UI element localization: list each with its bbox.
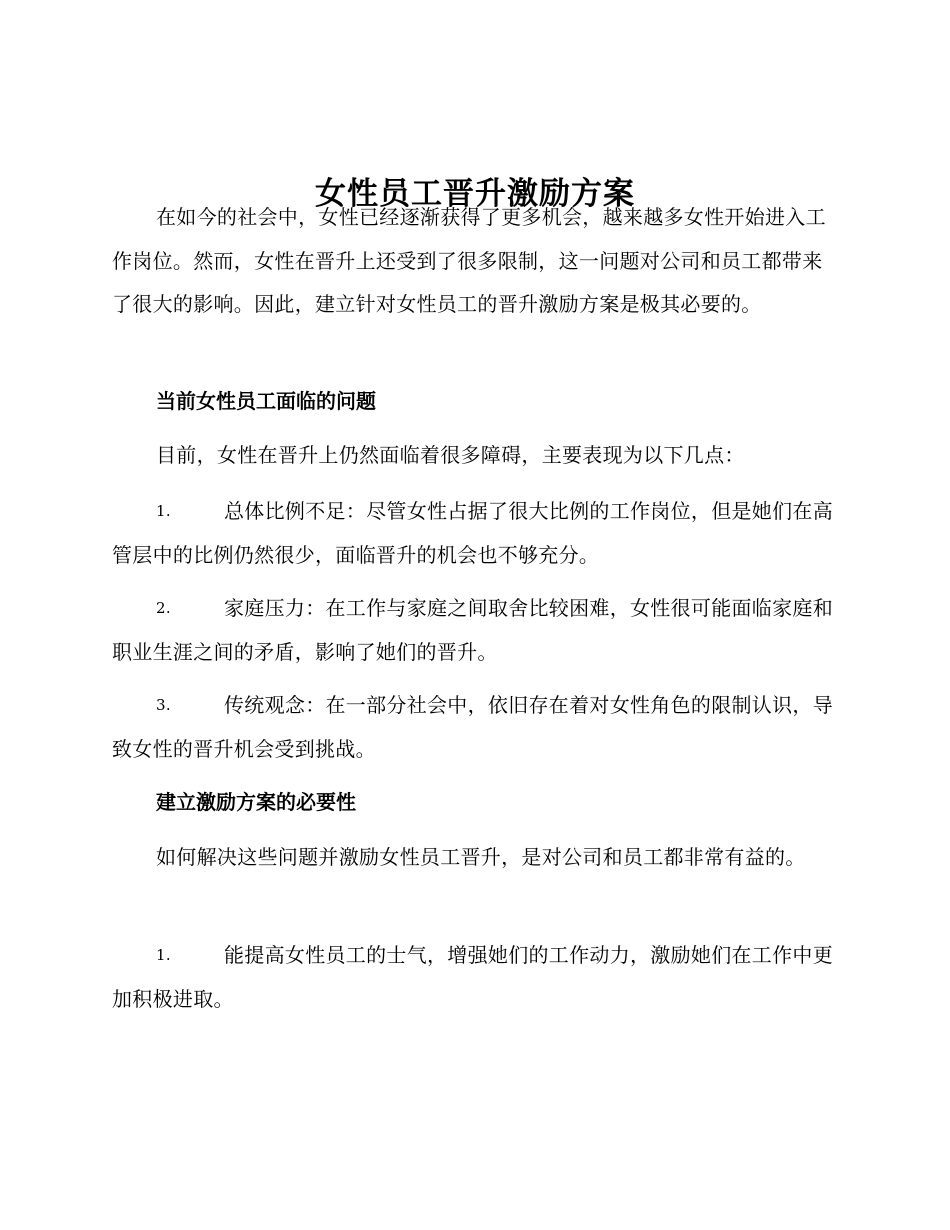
intro-paragraph: 在如今的社会中，女性已经逐渐获得了更多机会，越来越多女性开始进入工作岗位。然而，女性在晋升上还受到了很多限制，这一问题对公司和员工都带来了很大的影响。因此，建立针对女性员工的晋升激励方案是极其必要的。 xyxy=(112,205,826,316)
list-number: 3. xyxy=(156,696,171,714)
document-title: 女性员工晋升激励方案 xyxy=(315,175,635,212)
list-number: 1. xyxy=(156,946,171,964)
section-heading-necessity: 建立激励方案的必要性 xyxy=(156,790,356,814)
benefit-item-1 xyxy=(112,934,838,1021)
problem-item-3 xyxy=(112,684,838,771)
list-item-text: 家庭压力：在工作与家庭之间取舍比较困难，女性很可能面临家庭和职业生涯之间的矛盾，影响了她们的晋升。 xyxy=(112,596,833,664)
problem-item-1 xyxy=(112,490,838,577)
list-item-text: 传统观念：在一部分社会中，依旧存在着对女性角色的限制认识，导致女性的晋升机会受到挑战。 xyxy=(112,693,833,761)
list-item-text: 能提高女性员工的士气，增强她们的工作动力，激励她们在工作中更加积极进取。 xyxy=(112,943,833,1011)
problem-item-2 xyxy=(112,587,838,674)
list-number: 2. xyxy=(156,599,171,617)
list-number: 1. xyxy=(156,502,171,520)
problems-lead-paragraph: 目前，女性在晋升上仍然面临着很多障碍，主要表现为以下几点： xyxy=(156,443,745,467)
section-heading-problems: 当前女性员工面临的问题 xyxy=(156,389,376,413)
necessity-lead-paragraph: 如何解决这些问题并激励女性员工晋升，是对公司和员工都非常有益的。 xyxy=(156,845,806,869)
list-item-text: 总体比例不足：尽管女性占据了很大比例的工作岗位，但是她们在高管层中的比例仍然很少，面临晋升的机会也不够充分。 xyxy=(112,499,833,567)
